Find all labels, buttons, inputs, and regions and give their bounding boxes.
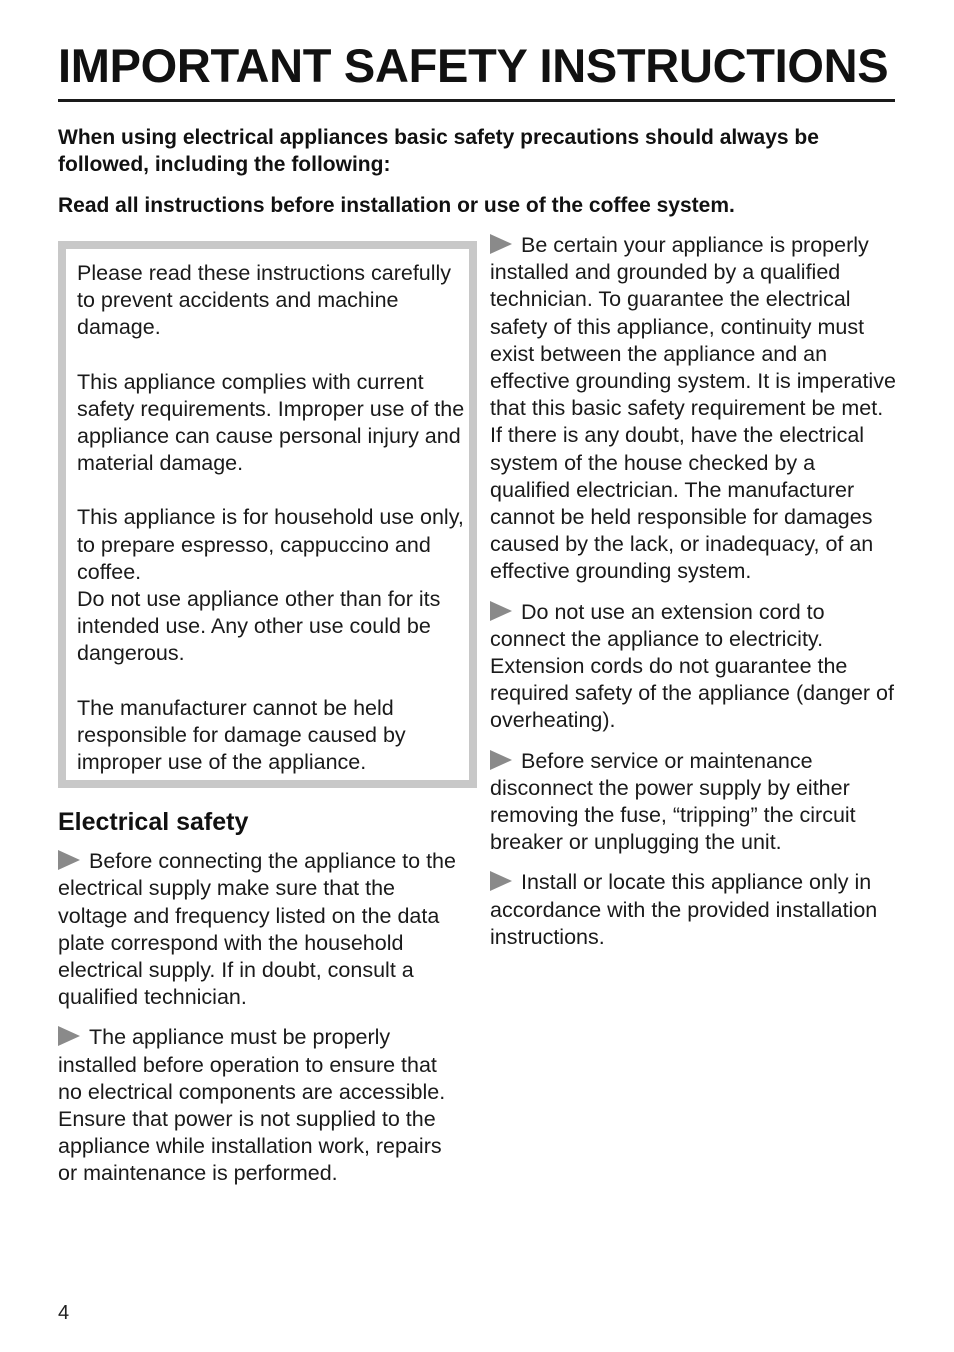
notice-paragraph: This appliance complies with current safety requirements. Improper use of the appliance can cause personal injury and material damage.: [77, 369, 465, 476]
arrow-right-icon: [490, 871, 512, 891]
intro-precautions: When using electrical appliances basic safety precautions should always be followed, including the following:: [58, 126, 819, 176]
bullet-text: Before connecting the appliance to the electrical supply make sure that the voltage and frequency listed on the data plate correspond with the household electrical supply. If in doubt, consult a qualified technician.: [58, 849, 456, 1010]
page-title: IMPORTANT SAFETY INSTRUCTIONS: [58, 39, 889, 92]
section-heading-electrical-safety: Electrical safety: [58, 808, 249, 837]
arrow-right-icon: [58, 850, 80, 870]
bullet-text: The appliance must be properly installed before operation to ensure that no electrical components are accessible. Ensure that power is not supplied to the appliance while installation work, repairs or maintenance is performed.: [58, 1025, 446, 1186]
left-column: [58, 241, 466, 1201]
page-number: 4: [58, 1302, 70, 1324]
bullet-text: Install or locate this appliance only in accordance with the provided installation instructions.: [490, 870, 878, 949]
intro-read-instructions: Read all instructions before installation or use of the coffee system.: [58, 194, 735, 217]
bullet-text: Before service or maintenance disconnect the power supply by either removing the fuse, “tripping” the circuit breaker or unplugging the unit.: [490, 748, 856, 855]
title-divider: [58, 99, 895, 102]
bullet-item: [490, 869, 900, 951]
arrow-right-icon: [490, 750, 512, 770]
notice-box: [58, 241, 477, 788]
notice-paragraph: Please read these instructions carefully to prevent accidents and machine damage.: [77, 261, 452, 340]
bullet-item: [490, 232, 900, 586]
notice-paragraph: This appliance is for household use only, to prepare espresso, cappuccino and coffee. Do not use appliance other than for its intended use. Any other use could be dangerous.: [77, 505, 464, 666]
notice-paragraph: The manufacturer cannot be held responsible for damage caused by improper use of the appliance.: [77, 695, 406, 775]
bullet-item: [58, 1024, 466, 1187]
bullet-item: [490, 748, 900, 857]
bullet-text: Do not use an extension cord to connect the appliance to electricity. Extension cords do not guarantee the required safety of the appliance (danger of overheating).: [490, 599, 894, 733]
bullet-item: [490, 599, 900, 735]
arrow-right-icon: [58, 1026, 80, 1046]
bullet-item: [58, 848, 466, 1011]
arrow-right-icon: [490, 601, 512, 621]
bullet-text: Be certain your appliance is properly installed and grounded by a qualified technician. To guarantee the electrical safety of this appliance, continuity must exist between the appliance and an effective grounding system. It is imperative that this basic safety requirement be met. If there is any doubt, have the electrical system of the house checked by a qualified electrician. The manufacturer cannot be held responsible for damages caused by the lack, or inadequacy, of an effective grounding system.: [490, 233, 896, 584]
arrow-right-icon: [490, 234, 512, 254]
right-column: [490, 232, 900, 964]
